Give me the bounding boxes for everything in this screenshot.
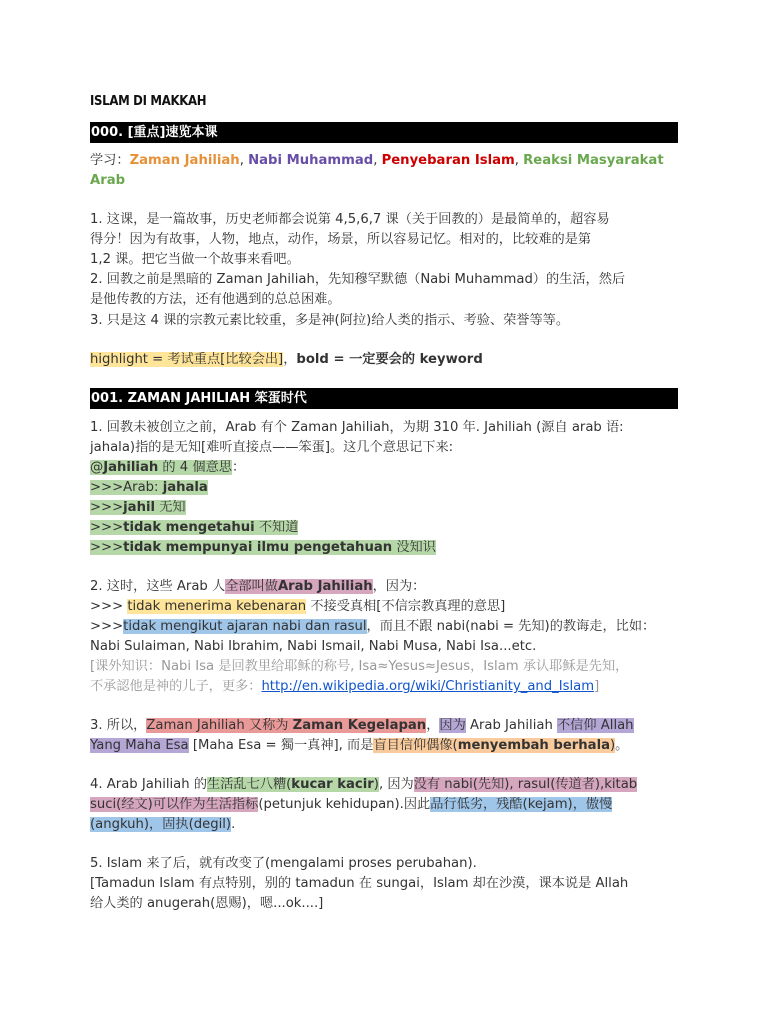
jahiliah-paragraph-5-line-3: 给人类的 anugerah(恩赐)，嗯...ok....] (90, 896, 324, 911)
reason-2: >>>tidak mengikut ajaran nabi dan rasul，而且不跟 nabi(nabi = 先知)的教诲走，比如： (90, 619, 656, 634)
legend-line: highlight = 考试重点[比较会出]，bold = 一定要会的 keyword (90, 352, 483, 367)
jahiliah-paragraph-3-line-2: Yang Maha Esa [Maha Esa = 獨一真神], 而是盲目信仰偶像(menyembah berhala)。 (90, 738, 629, 753)
jahiliah-paragraph-1-line-1: 1. 回教未被创立之前，Arab 有个 Zaman Jahiliah，为期 310 年. Jahiliah (源自 arab 语: (90, 420, 624, 435)
intro-paragraph-2-line-1: 2. 回教之前是黑暗的 Zaman Jahiliah，先知穆罕默德（Nabi Muhammad）的生活，然后 (90, 272, 626, 287)
document-title: ISLAM DI MAKKAH (90, 94, 207, 109)
jahiliah-paragraph-4-line-3: (angkuh)，固执(degil). (90, 817, 236, 832)
meaning-item-3: >>>tidak mengetahui 不知道 (90, 520, 299, 535)
intro-paragraph-1-line-1: 1. 这课，是一篇故事，历史老师都会说第 4,5,6,7 课（关于回教的）是最简单的，超容易 (90, 212, 610, 227)
jahiliah-paragraph-5-line-1: 5. Islam 来了后，就有改变了(mengalami proses perubahan). (90, 856, 477, 871)
legend-highlight: highlight = 考试重点[比较会出] (90, 352, 284, 367)
intro-paragraph-3: 3. 只是这 4 课的宗教元素比较重，多是神(阿拉)给人类的指示、考验、荣誉等等。 (90, 313, 570, 328)
study-topics-line: 学习：Zaman Jahiliah, Nabi Muhammad, Penyebaran Islam, Reaksi Masyarakat (90, 153, 664, 168)
topic-nabi-muhammad: Nabi Muhammad (248, 153, 374, 168)
meanings-heading: @Jahiliah 的 4 個意思： (90, 460, 246, 475)
intro-paragraph-1-line-2: 得分！因为有故事，人物，地点，动作，场景，所以容易记忆。相对的，比较难的是第 (90, 232, 592, 247)
intro-paragraph-2-line-2: 是他传教的方法，还有他遇到的总总困难。 (90, 292, 341, 307)
extra-note-line-2: 不承認他是神的儿子，更多：http://en.wikipedia.org/wiki/Christianity_and_Islam] (90, 679, 600, 694)
meaning-item-1: >>>Arab: jahala (90, 480, 208, 495)
section-header-000: 000. [重点]速览本课 (90, 122, 678, 143)
study-prefix: 学习： (90, 153, 130, 168)
meanings-heading-highlight: @Jahiliah 的 4 個意思 (90, 460, 232, 475)
reason-1: >>> tidak menerima kebenaran 不接受真相[不信宗教真理的意思] (90, 599, 506, 614)
legend-bold: bold = 一定要会的 keyword (296, 352, 483, 367)
intro-paragraph-1-line-3: 1,2 课。把它当做一个故事来看吧。 (90, 252, 300, 267)
section-header-001: 001. ZAMAN JAHILIAH 笨蛋时代 (90, 388, 678, 409)
jahiliah-paragraph-3-line-1: 3. 所以，Zaman Jahiliah 又称为 Zaman Kegelapan，因为 Arab Jahiliah 不信仰 Allah (90, 718, 634, 733)
meaning-item-4: >>>tidak mempunyai ilmu pengetahuan 没知识 (90, 540, 436, 555)
jahiliah-paragraph-4-line-1: 4. Arab Jahiliah 的生活乱七八糟(kucar kacir), 因为没有 nabi(先知), rasul(传道者),kitab (90, 777, 638, 792)
jahiliah-paragraph-4-line-2: suci(经文)可以作为生活指标(petunjuk kehidupan).因此品行低劣，残酷(kejam)，傲慢 (90, 797, 613, 812)
jahiliah-paragraph-2-line-1: 2. 这时，这些 Arab 人全部叫做Arab Jahiliah，因为： (90, 579, 426, 594)
meaning-item-2: >>>jahil 无知 (90, 500, 186, 515)
jahiliah-paragraph-1-line-2: jahala)指的是无知[难听直接点——笨蛋]。这几个意思记下来: (90, 440, 454, 455)
topic-reaksi-arab: Arab (90, 173, 126, 188)
topic-zaman-jahiliah: Zaman Jahiliah (129, 153, 240, 168)
topic-reaksi-masyarakat: Reaksi Masyarakat (523, 153, 664, 168)
topic-penyebaran-islam: Penyebaran Islam (381, 153, 515, 168)
prophets-list: Nabi Sulaiman, Nabi Ibrahim, Nabi Ismail, Nabi Musa, Nabi Isa...etc. (90, 639, 537, 654)
extra-note-line-1: [课外知识：Nabi Isa 是回教里给耶稣的称号, Isa≈Yesus≈Jesus，Islam 承认耶稣是先知， (90, 659, 629, 674)
wikipedia-link[interactable]: http://en.wikipedia.org/wiki/Christianity_and_Islam (261, 679, 595, 694)
jahiliah-paragraph-5-line-2: [Tamadun Islam 有点特别，别的 tamadun 在 sungai，Islam 却在沙漠，课本说是 Allah (90, 876, 629, 891)
